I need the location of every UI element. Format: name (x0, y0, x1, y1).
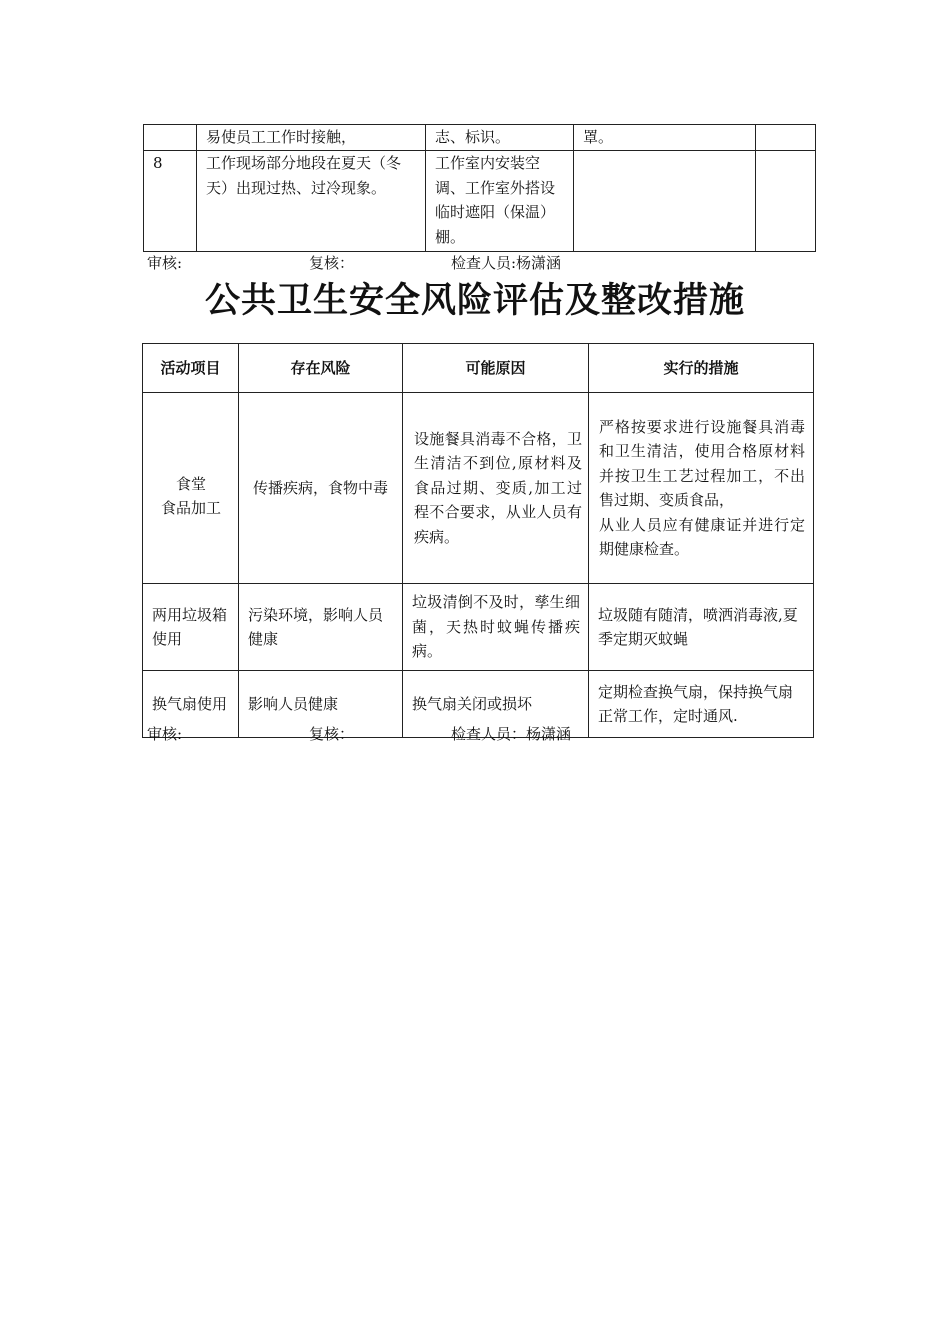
cell-no (144, 125, 197, 151)
measure-line: 严格按要求进行设施餐具消毒和卫生清洁，使用合格原材料并按卫生工艺过程加工，不出售过期、变质食品， (599, 417, 805, 509)
continuation-table (143, 124, 816, 252)
cell-extra (756, 151, 816, 252)
inspector-label: 检查人员:杨潇涵 (451, 254, 562, 272)
cell-cause: 换气扇关闭或损坏 (403, 671, 589, 738)
measure-line: 从业人员应有健康证并进行定期健康检查。 (599, 515, 805, 558)
cell-risk: 污染环境，影响人员健康 (239, 584, 403, 671)
risk-text: 传播疾病，食物中毒 (253, 478, 389, 497)
cause-text: 设施餐具消毒不合格，卫生清洁不到位,原材料及食品过期、变质,加工过程不合要求，从业人员有疾病。 (414, 429, 582, 546)
cell-activity (143, 393, 239, 584)
cell-measure (589, 393, 814, 584)
header-cause: 可能原因 (403, 344, 589, 393)
cell-measure-a: 工作室内安装空调、工作室外搭设临时遮阳（保温）棚。 (426, 151, 574, 252)
review-label: 审核: (147, 254, 183, 272)
table-row (143, 393, 814, 584)
header-measure: 实行的措施 (589, 344, 814, 393)
table-header-row (143, 344, 814, 393)
risk-assessment-table (142, 343, 814, 738)
cell-extra (756, 125, 816, 151)
cell-no: 8 (144, 151, 197, 252)
cell-activity: 两用垃圾箱使用 (143, 584, 239, 671)
cell-risk: 影响人员健康 (239, 671, 403, 738)
cell-measure-b: 罩。 (574, 125, 756, 151)
cell-measure-b (574, 151, 756, 252)
page-title: 公共卫生安全风险评估及整改措施 (204, 281, 745, 321)
table-row (144, 125, 816, 151)
cell-measure-a: 志、标识。 (426, 125, 574, 151)
activity-line: 食品加工 (160, 499, 221, 517)
cell-risk (239, 393, 403, 584)
inspector-label: 检查人员：杨潇涵 (451, 725, 572, 743)
table-row (143, 584, 814, 671)
table-row (144, 151, 816, 252)
cell-measure: 定期检查换气扇，保持换气扇正常工作，定时通风. (589, 671, 814, 738)
review-label: 审核: (147, 725, 183, 743)
cell-risk: 易使员工工作时接触， (197, 125, 426, 151)
activity-line: 食堂 (175, 474, 206, 493)
header-activity: 活动项目 (143, 344, 239, 393)
cell-cause: 垃圾清倒不及时，孳生细菌，天热时蚊蝇传播疾病。 (403, 584, 589, 671)
cell-activity: 换气扇使用 (143, 671, 239, 738)
cell-cause (403, 393, 589, 584)
recheck-label: 复核： (309, 254, 355, 272)
header-risk: 存在风险 (239, 344, 403, 393)
cell-risk: 工作现场部分地段在夏天（冬天）出现过热、过冷现象。 (197, 151, 426, 252)
cell-measure: 垃圾随有随清，喷洒消毒液,夏季定期灭蚊蝇 (589, 584, 814, 671)
recheck-label: 复核： (309, 725, 355, 743)
